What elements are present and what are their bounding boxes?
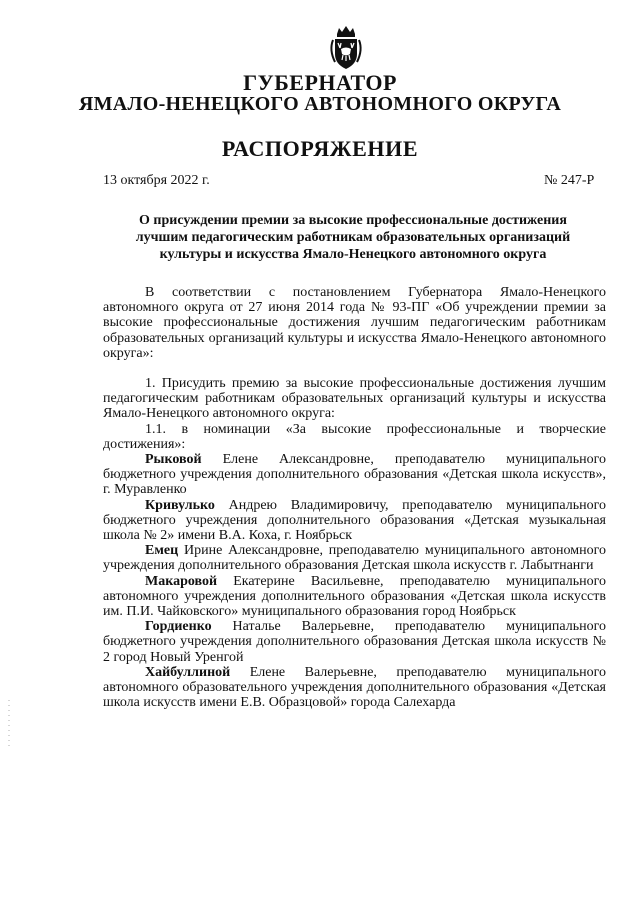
document-date: 13 октября 2022 г. [103,173,210,188]
subject-line: культуры и искусства Ямало-Ненецкого автономного округа [159,247,547,262]
awardee-details: Ирине Александровне, преподавателю муниципального автономного учреждения дополнительного образования Детская школа искусств г. Лабытнанги [103,543,606,574]
subject-line: лучшим педагогическим работникам образовательных организаций [135,230,571,245]
awardee-paragraph [103,619,606,665]
document-number: № 247-Р [544,173,595,188]
yamalo-nenets-coat-of-arms-icon [325,26,367,70]
awardee-surname: Хайбуллиной [145,664,231,680]
awardee-paragraph [103,498,606,544]
document-type: РАСПОРЯЖЕНИЕ [221,136,419,161]
awardee-paragraph [103,665,606,711]
preamble-paragraph: В соответствии с постановлением Губернатора Ямало-Ненецкого автономного округа от 27 июня 2014 года № 93-ПГ «Об учреждении премии за высокие профессиональные достижения лучшим педагогическим работникам образовательных организаций культуры и искусства Ямало-Ненецкого автономного округа»: [103,285,606,361]
awardee-surname: Макаровой [145,573,218,589]
document-subject [100,212,606,263]
document-body [103,285,606,710]
awardee-paragraph [103,452,606,498]
awardee-surname: Емец [145,543,179,559]
issuer-title: ГУБЕРНАТОР [243,70,397,95]
awardee-details: Елене Александровне, преподавателю муниципального бюджетного учреждения дополнительного образования «Детская школа искусств», г. Муравленко [103,452,606,498]
scan-artifact [8,700,10,750]
issuer-region: ЯМАЛО-НЕНЕЦКОГО АВТОНОМНОГО ОКРУГА [78,93,562,115]
awardee-details: Наталье Валерьевне, преподавателю муниципального бюджетного учреждения дополнительного образования Детская школа искусств № 2 город Новый Уренгой [103,619,606,665]
awardee-surname: Гордиенко [145,619,212,635]
awardee-details: Елене Валерьевне, преподавателю муниципального автономного образовательного учреждения дополнительного образования «Детская школа искусств имени Е.В. Образцовой» города Салехарда [103,664,606,711]
clause-1-1: 1.1. в номинации «За высокие профессиональные и творческие достижения»: [103,421,606,452]
awardee-surname: Кривулько [145,497,215,513]
awardee-paragraph [103,574,606,620]
subject-line: О присуждении премии за высокие профессиональные достижения [139,213,567,228]
awardee-details: Екатерине Васильевне, преподавателю муниципального автономного учреждения дополнительного образования «Детская школа искусств им. П.И. Чайковского» муниципального образования город Ноябрьск [103,573,606,620]
awardee-surname: Рыковой [145,452,202,468]
clause-1: 1. Присудить премию за высокие профессиональные достижения лучшим педагогическим работникам образовательных организаций культуры и искусства Ямало-Ненецкого автономного округа: [103,376,606,422]
awardee-paragraph [103,543,606,573]
awardee-details: Андрею Владимировичу, преподавателю муниципального бюджетного учреждения дополнительного образования «Детская музыкальная школа № 2» имени В.А. Коха, г. Ноябрьск [103,497,606,544]
